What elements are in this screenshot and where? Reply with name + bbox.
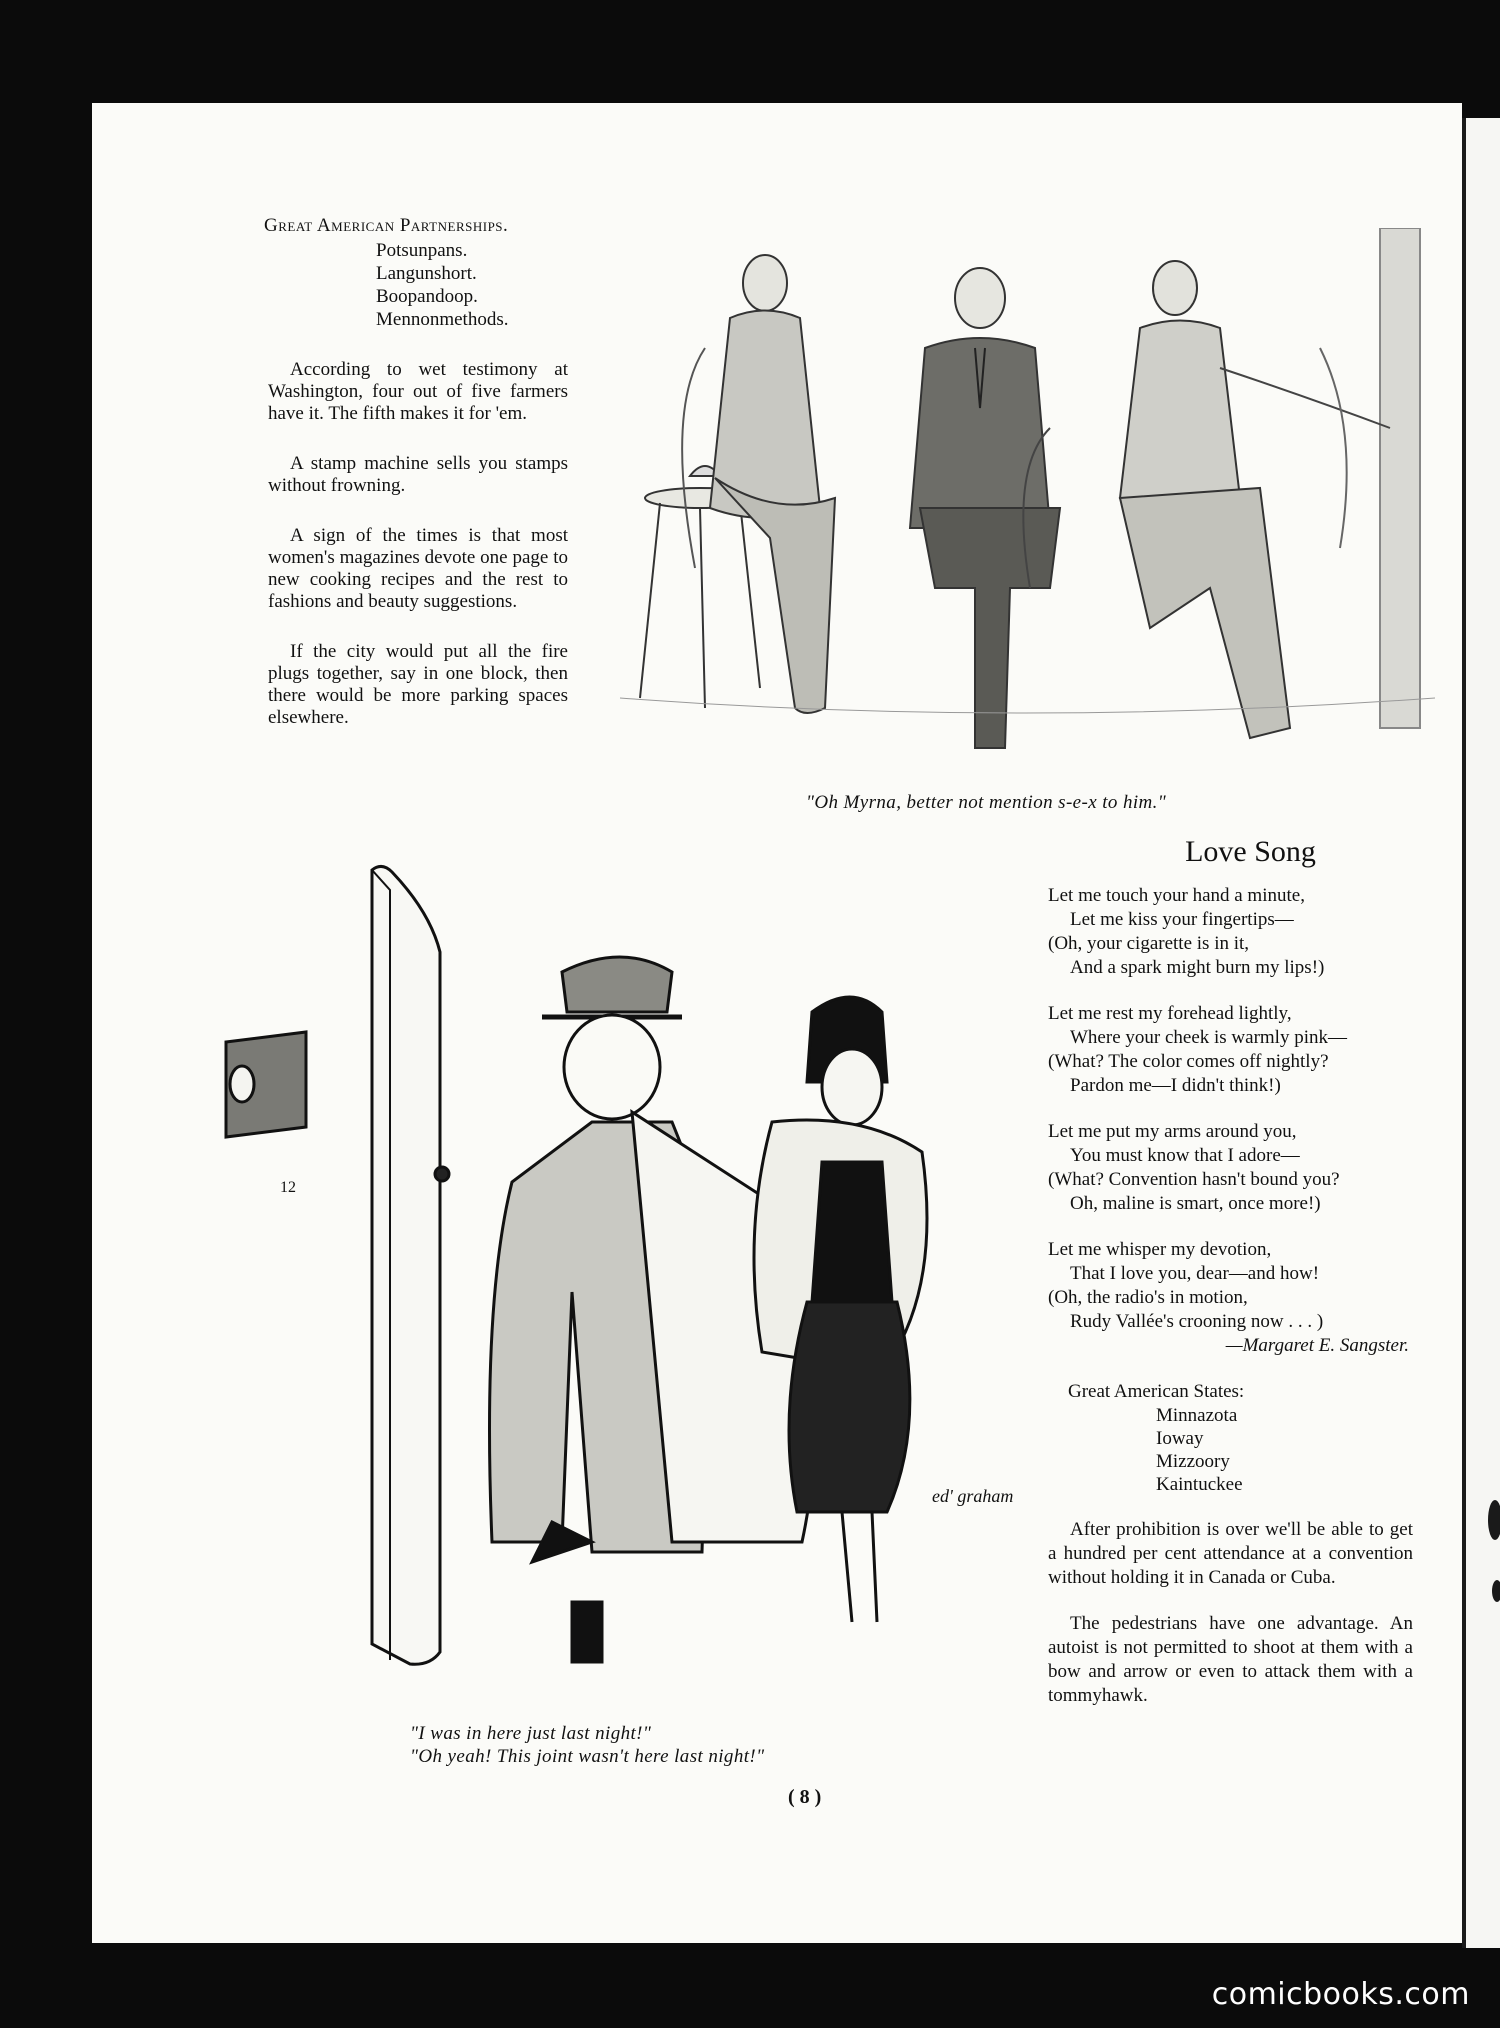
paragraph: According to wet testimony at Washington, four out of five farmers have it. The fifth makes it for 'em. — [268, 359, 568, 424]
poem-line: Rudy Vallée's crooning now . . . ) — [1070, 1311, 1324, 1332]
states-list — [1156, 1404, 1413, 1496]
facing-page-edge — [1462, 118, 1500, 1948]
list-item: Minnazota — [1156, 1405, 1238, 1426]
poem-line: Let me whisper my devotion, — [1048, 1239, 1272, 1260]
list-item: Boopandoop. — [376, 286, 478, 307]
poem-stanza — [1048, 884, 1413, 980]
paragraph: The pedestrians have one advantage. An autoist is not permitted to shoot at them with a bow and arrow or even to attack them with a tommyhawk. — [1048, 1613, 1413, 1706]
poem-line: You must know that I adore— — [1070, 1145, 1300, 1166]
poem-author: —Margaret E. Sangster. — [1225, 1335, 1409, 1356]
page-number: ( 8 ) — [788, 1786, 822, 1808]
facing-page-blot — [1488, 1500, 1500, 1540]
list-item: Potsunpans. — [376, 240, 468, 261]
paragraph: A sign of the times is that most women's magazines devote one page to new cooking recipes and the rest to fashions and beauty suggestions. — [268, 525, 568, 612]
top-illustration-caption: "Oh Myrna, better not mention s-e-x to him." — [806, 792, 1167, 813]
speakeasy-door-illustration — [212, 862, 1022, 1682]
facing-page-blot — [1492, 1580, 1500, 1602]
poem-line: Let me touch your hand a minute, — [1048, 885, 1305, 906]
artist-signature: ed' graham — [932, 1486, 1014, 1506]
bottom-illustration-caption — [410, 1722, 765, 1768]
partnerships-title: Great American Partnerships. — [264, 215, 509, 236]
site-watermark: comicbooks.com — [1211, 1977, 1470, 2012]
poem-line: (Oh, your cigarette is in it, — [1048, 933, 1250, 954]
left-text-column — [264, 215, 568, 757]
poem-line: That I love you, dear—and how! — [1070, 1263, 1320, 1284]
list-item: Kaintuckee — [1156, 1474, 1243, 1495]
list-item: Langunshort. — [376, 263, 477, 284]
poem-line: Oh, maline is smart, once more!) — [1070, 1193, 1321, 1214]
partnerships-list — [376, 239, 568, 331]
right-text-column — [1048, 835, 1413, 1730]
poem-line: (What? The color comes off nightly? — [1048, 1051, 1329, 1072]
list-item: Ioway — [1156, 1428, 1204, 1449]
paragraph: A stamp machine sells you stamps without frowning. — [268, 453, 568, 496]
poem-line: Let me rest my forehead lightly, — [1048, 1003, 1292, 1024]
poem-line: Let me put my arms around you, — [1048, 1121, 1297, 1142]
poem-stanza — [1048, 1120, 1413, 1216]
poem-line: Let me kiss your fingertips— — [1070, 909, 1294, 930]
caption-line: "I was in here just last night!" — [410, 1723, 652, 1744]
poem-line: Where your cheek is warmly pink— — [1070, 1027, 1347, 1048]
poem-stanza — [1048, 1238, 1413, 1334]
poem-line: And a spark might burn my lips!) — [1070, 957, 1325, 978]
poem-line: (What? Convention hasn't bound you? — [1048, 1169, 1340, 1190]
caption-line: "Oh yeah! This joint wasn't here last night!" — [410, 1746, 765, 1767]
list-item: Mennonmethods. — [376, 309, 509, 330]
list-item: Mizzoory — [1156, 1451, 1230, 1472]
poem-stanza — [1048, 1002, 1413, 1098]
poem-line: Pardon me—I didn't think!) — [1070, 1075, 1281, 1096]
poem-line: (Oh, the radio's in motion, — [1048, 1287, 1248, 1308]
paragraph: If the city would put all the fire plugs together, say in one block, then there would be more parking spaces elsewhere. — [268, 641, 568, 728]
poem-title: Love Song — [1185, 835, 1316, 868]
states-title: Great American States: — [1068, 1381, 1245, 1402]
door-number: 12 — [280, 1179, 296, 1196]
three-figures-illustration — [620, 228, 1435, 788]
paragraph: After prohibition is over we'll be able to get a hundred per cent attendance at a convention without holding it in Canada or Cuba. — [1048, 1519, 1413, 1588]
